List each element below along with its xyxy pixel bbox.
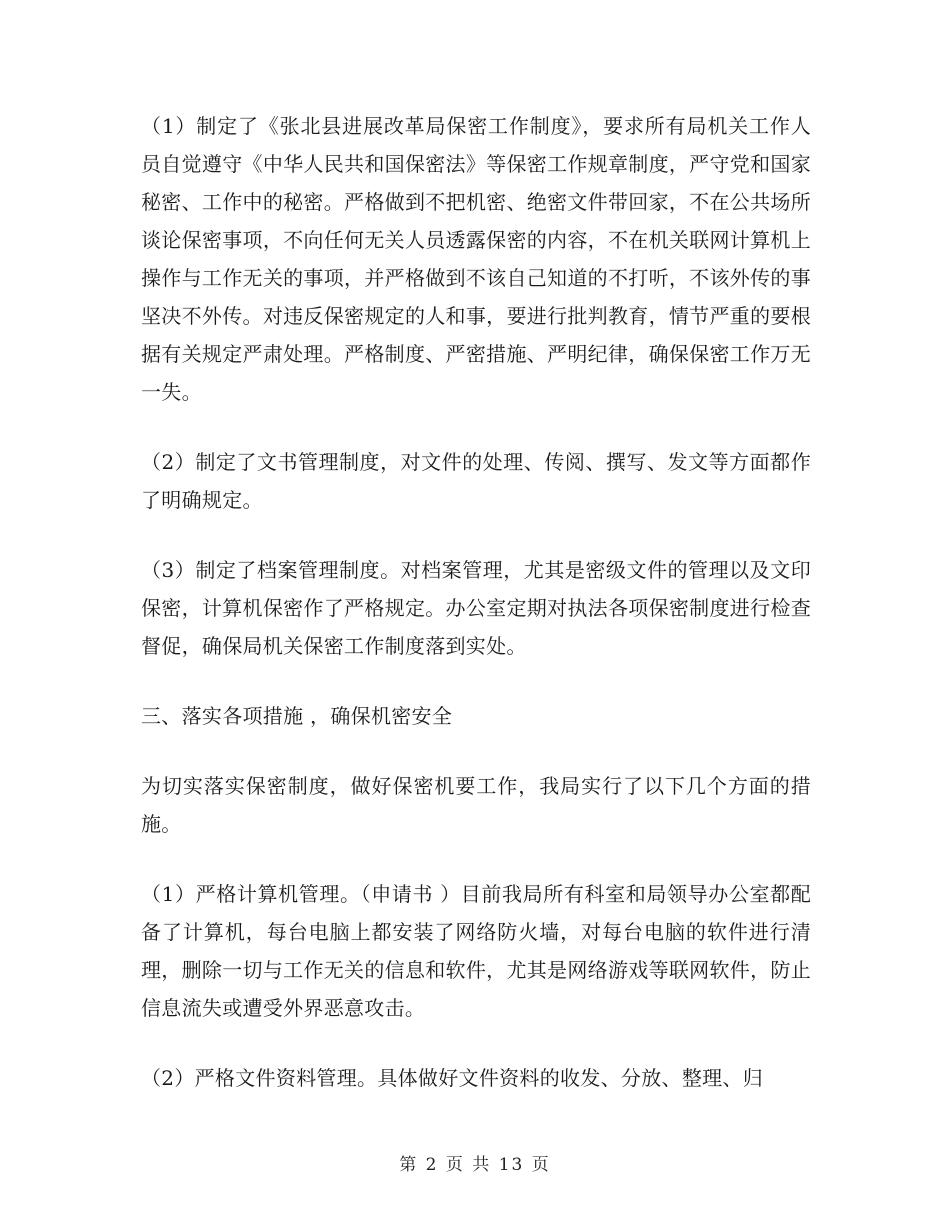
- paragraph-archive-management: （3）制定了档案管理制度。对档案管理，尤其是密级文件的管理以及文印保密，计算机保密作了严格规定。办公室定期对执法各项保密制度进行检查督促，确保局机关保密工作制度落到实处。: [141, 558, 811, 658]
- page-number-footer: 第 2 页 共 13 页: [399, 1155, 551, 1175]
- paragraph-computer-management: （1）严格计算机管理。（申请书 ）目前我局所有科室和局领导办公室都配备了计算机，每台电脑上都安装了网络防火墙，对每台电脑的软件进行清理，删除一切与工作无关的信息和软件，尤其是网络游戏等联网软件，防止信息流失或遭受外界恶意攻击。: [141, 882, 811, 1020]
- paragraph-measures-intro: 为切实落实保密制度，做好保密机要工作，我局实行了以下几个方面的措施。: [141, 774, 811, 836]
- paragraph-file-management: （2）严格文件资料管理。具体做好文件资料的收发、分放、整理、归: [141, 1066, 764, 1090]
- section-heading: 三、落实各项措施 ，确保机密安全: [141, 704, 453, 728]
- document-body: [141, 107, 811, 1129]
- paragraph-document-management: （2）制定了文书管理制度，对文件的处理、传阅、撰写、发文等方面都作了明确规定。: [141, 450, 811, 512]
- paragraph-confidentiality-rules: （1）制定了《张北县进展改革局保密工作制度》，要求所有局机关工作人员自觉遵守《中华人民共和国保密法》等保密工作规章制度，严守党和国家秘密、工作中的秘密。严格做到不把机密、绝密文件带回家，不在公共场所谈论保密事项，不向任何无关人员透露保密的内容，不在机关联网计算机上操作与工作无关的事项，并严格做到不该自己知道的不打听，不该外传的事坚决不外传。对违反保密规定的人和事，要进行批判教育，情节严重的要根据有关规定严肃处理。严格制度、严密措施、严明纪律，确保保密工作万无一失。: [141, 114, 811, 404]
